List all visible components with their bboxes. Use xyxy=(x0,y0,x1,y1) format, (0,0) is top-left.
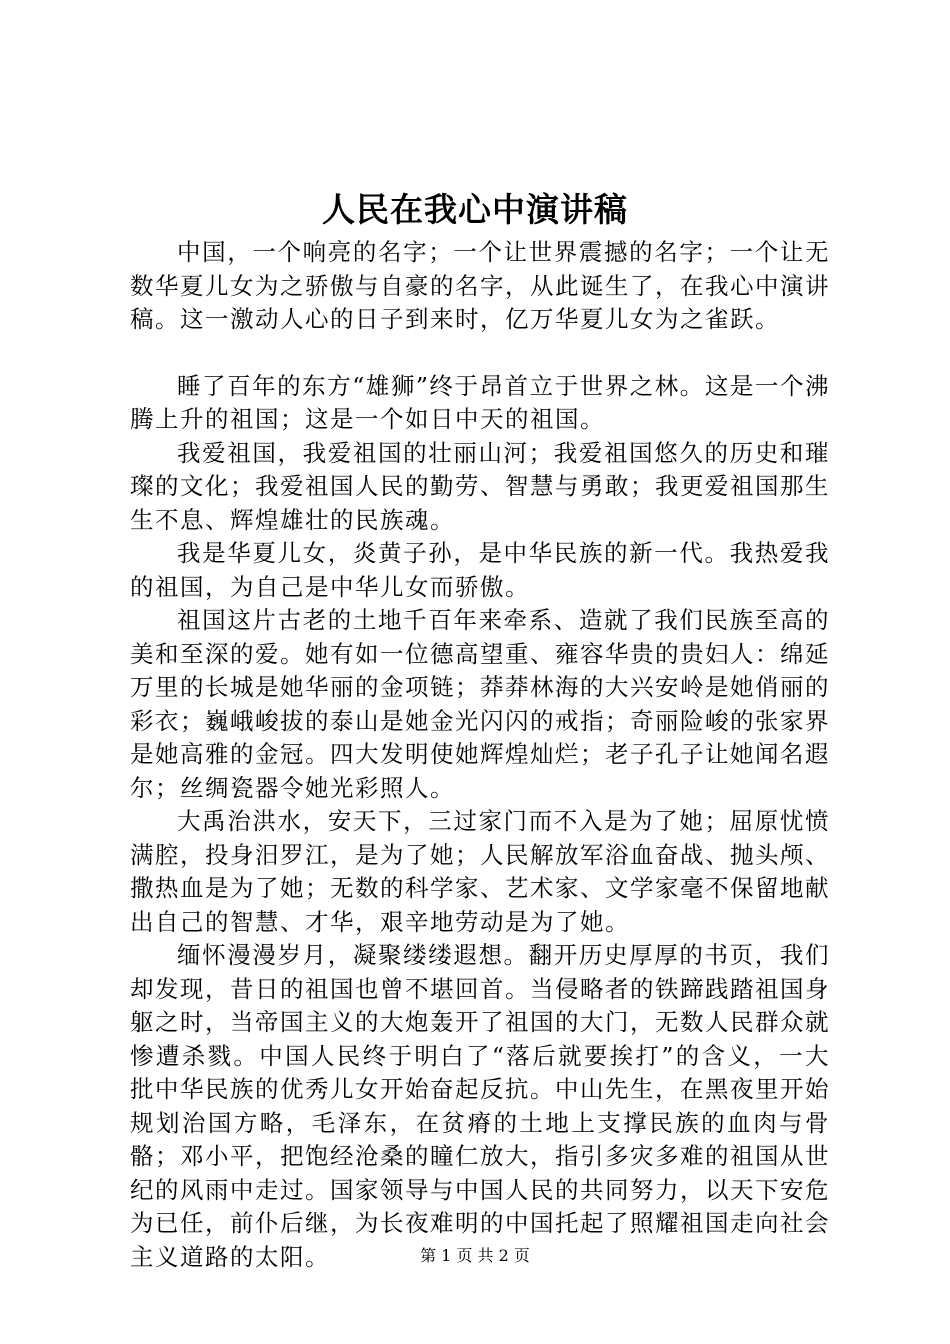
document-title: 人民在我心中演讲稿 xyxy=(322,190,628,229)
document-body xyxy=(130,236,830,1274)
paragraph: 大禹治洪水，安天下，三过家门而不入是为了她；屈原忧愤满腔，投身汨罗江，是为了她；人民解放军浴血奋战、抛头颅、撒热血是为了她；无数的科学家、艺术家、文学家毫不保留地献出自己的智慧、才华，艰辛地劳动是为了她。 xyxy=(130,807,830,936)
paragraph: 中国，一个响亮的名字；一个让世界震撼的名字；一个让无数华夏儿女为之骄傲与自豪的名字，从此诞生了，在我心中演讲稿。这一激动人心的日子到来时，亿万华夏儿女为之雀跃。 xyxy=(130,238,830,333)
paragraph: 我是华夏儿女，炎黄子孙，是中华民族的新一代。我热爱我的祖国，为自己是中华儿女而骄傲。 xyxy=(130,539,830,601)
paragraph: 祖国这片古老的土地千百年来牵系、造就了我们民族至高的美和至深的爱。她有如一位德高望重、雍容华贵的贵妇人：绵延万里的长城是她华丽的金项链；莽莽林海的大兴安岭是她俏丽的彩衣；巍峨峻拔的泰山是她金光闪闪的戒指；奇丽险峻的张家界是她高雅的金冠。四大发明使她辉煌灿烂；老子孔子让她闻名遐尔；丝绸瓷器令她光彩照人。 xyxy=(130,606,830,802)
paragraph: 缅怀漫漫岁月，凝聚缕缕遐想。翻开历史厚厚的书页，我们却发现，昔日的祖国也曾不堪回首。当侵略者的铁蹄践踏祖国身躯之时，当帝国主义的大炮轰开了祖国的大门，无数人民群众就惨遭杀戮。中国人民终于明白了“落后就要挨打”的含义，一大批中华民族的优秀儿女开始奋起反抗。中山先生，在黑夜里开始规划治国方略，毛泽东，在贫瘠的土地上支撑民族的血肉与骨骼；邓小平，把饱经沧桑的瞳仁放大，指引多灾多难的祖国从世纪的风雨中走过。国家领导与中国人民的共同努力，以天下安危为已任，前仆后继，为长夜难明的中国托起了照耀祖国走向社会主义道路的太阳。 xyxy=(130,941,830,1271)
paragraph: 我爱祖国，我爱祖国的壮丽山河；我爱祖国悠久的历史和璀璨的文化；我爱祖国人民的勤劳、智慧与勇敢；我更爱祖国那生生不息、辉煌雄壮的民族魂。 xyxy=(130,438,830,534)
page-footer: 第 1 页 共 2 页 xyxy=(420,1246,530,1265)
paragraph: 睡了百年的东方“雄狮”终于昂首立于世界之林。这是一个沸腾上升的祖国；这是一个如日中天的祖国。 xyxy=(130,371,830,433)
